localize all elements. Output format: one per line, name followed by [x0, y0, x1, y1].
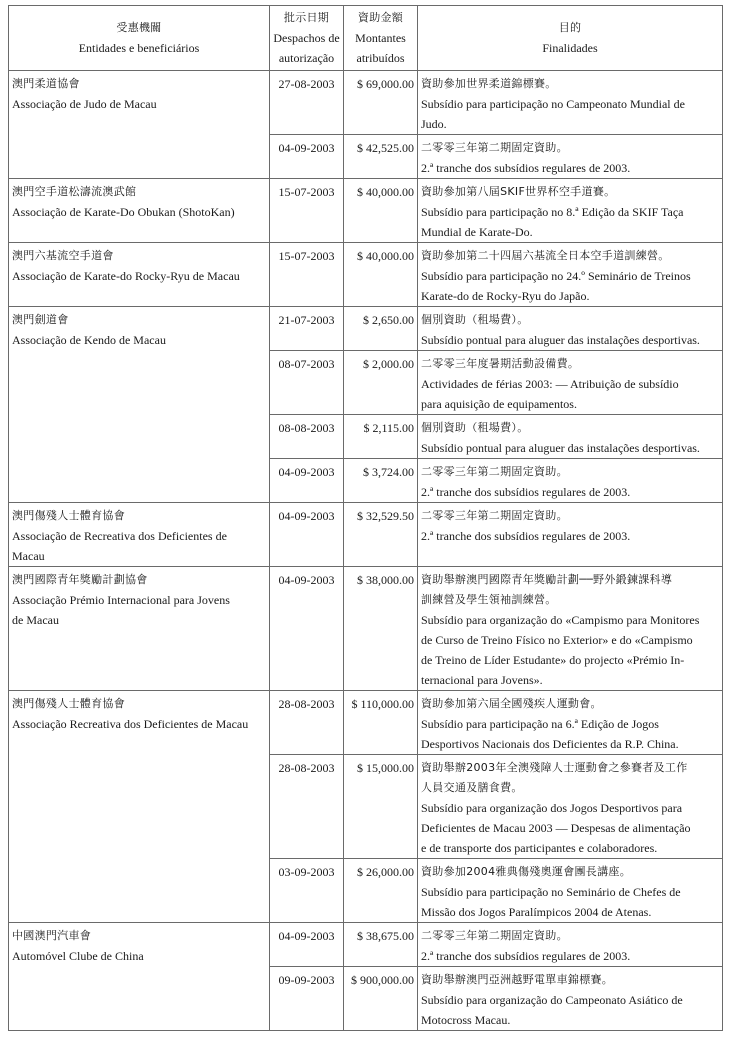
entity-cell — [9, 307, 270, 503]
table-body — [9, 71, 723, 1031]
entity-name-pt: Automóvel Clube de China — [12, 949, 144, 963]
amount-value: $ 69,000.00 — [344, 71, 418, 135]
entity-name-pt: Associação de Karate-Do Obukan (ShotoKan) — [12, 205, 235, 219]
amount-value: $ 2,115.00 — [344, 415, 418, 459]
amount-value: $ 2,650.00 — [344, 307, 418, 351]
finalidade-pt: Subsídio para organização do «Campismo para Monitores — [421, 613, 700, 627]
finalidade-pt: 2.ª tranche dos subsídios regulares de 2003. — [421, 529, 631, 543]
despacho-date: 09-09-2003 — [270, 967, 344, 1031]
finalidade-cell — [418, 567, 723, 691]
finalidade-cell — [418, 923, 723, 967]
table-row — [9, 503, 723, 567]
header-entidades — [9, 6, 270, 71]
entity-name-pt: Associação de Kendo de Macau — [12, 333, 166, 347]
finalidade-cell — [418, 415, 723, 459]
entity-name-pt: Macau — [12, 549, 45, 563]
finalidade-cjk: 資助參加2004雅典傷殘奧運會團長講座。 — [421, 865, 631, 878]
despacho-date: 04-09-2003 — [270, 503, 344, 567]
header-despachos — [270, 6, 344, 71]
finalidade-cjk: 人員交通及膳食費。 — [421, 781, 523, 794]
finalidade-cjk: 二零零三年第二期固定資助。 — [421, 929, 568, 942]
subsidy-table — [8, 5, 723, 1031]
finalidade-cjk: 二零零三年第二期固定資助。 — [421, 141, 568, 154]
amount-value: $ 2,000.00 — [344, 351, 418, 415]
finalidade-cell — [418, 459, 723, 503]
finalidade-cell — [418, 307, 723, 351]
header-montantes — [344, 6, 418, 71]
finalidade-pt: Subsídio para organização dos Jogos Desportivos para — [421, 801, 683, 815]
despacho-date: 03-09-2003 — [270, 859, 344, 923]
entity-name-cjk: 澳門六基流空手道會 — [12, 249, 114, 262]
header-finalidades-pt: Finalidades — [542, 41, 598, 55]
amount-value: $ 38,675.00 — [344, 923, 418, 967]
finalidade-cjk: 二零零三年第二期固定資助。 — [421, 465, 568, 478]
finalidade-pt: Subsídio para organização do Campeonato Asiático de — [421, 993, 683, 1007]
despacho-date: 28-08-2003 — [270, 755, 344, 859]
header-montantes-pt-2: atribuídos — [356, 51, 405, 65]
despacho-date: 04-09-2003 — [270, 567, 344, 691]
finalidade-pt: Subsídio para participação no 24.º Seminário de Treinos — [421, 269, 691, 283]
finalidade-pt: Subsídio para participação no Seminário de Chefes de — [421, 885, 681, 899]
header-despachos-cjk: 批示日期 — [283, 11, 330, 24]
entity-name-pt: Associação de Judo de Macau — [12, 97, 157, 111]
table-row — [9, 179, 723, 243]
entity-name-cjk: 澳門劍道會 — [12, 313, 69, 326]
finalidade-cjk: 個別資助（租場費）。 — [421, 421, 529, 434]
table-row — [9, 691, 723, 755]
finalidade-pt: ternacional para Jovens». — [421, 673, 543, 687]
amount-value: $ 900,000.00 — [344, 967, 418, 1031]
entity-cell — [9, 179, 270, 243]
header-entidades-cjk: 受惠機關 — [116, 21, 162, 34]
finalidade-pt: para aquisição de equipamentos. — [421, 397, 577, 411]
finalidade-pt: Judo. — [421, 117, 447, 131]
finalidade-cjk: 資助舉辦澳門亞洲越野電單車錦標賽。 — [421, 973, 614, 986]
finalidade-cjk: 資助參加第八屆SKIF世界杯空手道賽。 — [421, 185, 616, 198]
amount-value: $ 15,000.00 — [344, 755, 418, 859]
despacho-date: 08-07-2003 — [270, 351, 344, 415]
finalidade-cjk: 資助參加第二十四屆六基流全日本空手道訓練營。 — [421, 249, 670, 262]
finalidade-pt: e de transporte dos participantes e colaboradores. — [421, 841, 658, 855]
finalidade-pt: Karate-do de Rocky-Ryu do Japão. — [421, 289, 590, 303]
finalidade-cjk: 二零零三年度暑期活動設備費。 — [421, 357, 580, 370]
despacho-date: 27-08-2003 — [270, 71, 344, 135]
entity-name-cjk: 中國澳門汽車會 — [12, 929, 92, 942]
finalidade-pt: 2.ª tranche dos subsídios regulares de 2003. — [421, 161, 631, 175]
despacho-date: 28-08-2003 — [270, 691, 344, 755]
finalidade-pt: 2.ª tranche dos subsídios regulares de 2003. — [421, 949, 631, 963]
entity-name-cjk: 澳門傷殘人士體育協會 — [12, 509, 125, 522]
entity-name-cjk: 澳門空手道松濤流澳武館 — [12, 185, 137, 198]
header-entidades-pt: Entidades e beneficiários — [78, 41, 200, 55]
finalidade-pt: Subsídio para participação no Campeonato Mundial de — [421, 97, 685, 111]
amount-value: $ 40,000.00 — [344, 243, 418, 307]
finalidade-cjk: 資助參加第六屆全國殘疾人運動會。 — [421, 697, 602, 710]
finalidade-cell — [418, 71, 723, 135]
finalidade-pt: Subsídio para participação na 6.ª Edição de Jogos — [421, 717, 659, 731]
table-row — [9, 243, 723, 307]
finalidade-pt: Subsídio pontual para aluguer das instalações desportivas. — [421, 333, 700, 347]
entity-cell — [9, 71, 270, 179]
finalidade-cell — [418, 859, 723, 923]
finalidade-cjk: 訓練營及學生領袖訓練營。 — [421, 593, 557, 606]
finalidade-cjk: 資助舉辦澳門國際青年獎勵計劃──野外鍛鍊課科導 — [421, 573, 673, 586]
entity-cell — [9, 503, 270, 567]
despacho-date: 15-07-2003 — [270, 243, 344, 307]
header-montantes-cjk: 資助金額 — [357, 11, 404, 24]
finalidade-cjk: 個別資助（租場費）。 — [421, 313, 529, 326]
header-despachos-pt-1: Despachos de — [273, 31, 340, 45]
despacho-date: 08-08-2003 — [270, 415, 344, 459]
finalidade-pt: Missão dos Jogos Paralímpicos 2004 de Atenas. — [421, 905, 652, 919]
finalidade-pt: de Treino de Líder Estudante» do projecto «Prémio In- — [421, 653, 685, 667]
entity-cell — [9, 243, 270, 307]
finalidade-pt: Actividades de férias 2003: — Atribuição de subsídio — [421, 377, 679, 391]
entity-cell — [9, 691, 270, 923]
header-finalidades-cjk: 目的 — [558, 21, 582, 34]
finalidade-cjk: 資助參加世界柔道錦標賽。 — [421, 77, 557, 90]
finalidade-pt: Desportivos Nacionais dos Deficientes da R.P. China. — [421, 737, 679, 751]
finalidade-cell — [418, 135, 723, 179]
entity-name-pt: Associação de Recreativa dos Deficientes de — [12, 529, 227, 543]
despacho-date: 04-09-2003 — [270, 923, 344, 967]
finalidade-cell — [418, 967, 723, 1031]
despacho-date: 04-09-2003 — [270, 135, 344, 179]
finalidade-pt: Mundial de Karate-Do. — [421, 225, 533, 239]
entity-name-pt: Associação Recreativa dos Deficientes de Macau — [12, 717, 249, 731]
amount-value: $ 26,000.00 — [344, 859, 418, 923]
despacho-date: 21-07-2003 — [270, 307, 344, 351]
table-row — [9, 923, 723, 967]
header-despachos-pt-2: autorização — [278, 51, 335, 65]
finalidade-cell — [418, 351, 723, 415]
finalidade-cell — [418, 503, 723, 567]
finalidade-pt: de Curso de Treino Físico no Exterior» e do «Campismo — [421, 633, 693, 647]
amount-value: $ 38,000.00 — [344, 567, 418, 691]
amount-value: $ 40,000.00 — [344, 179, 418, 243]
finalidade-cjk: 二零零三年第二期固定資助。 — [421, 509, 568, 522]
finalidade-cell — [418, 691, 723, 755]
amount-value: $ 32,529.50 — [344, 503, 418, 567]
table-row — [9, 567, 723, 691]
entity-name-pt: de Macau — [12, 613, 59, 627]
finalidade-pt: Subsídio para participação no 8.ª Edição da SKIF Taça — [421, 205, 684, 219]
table-row — [9, 71, 723, 135]
entity-name-cjk: 澳門傷殘人士體育協會 — [12, 697, 125, 710]
header-montantes-pt-1: Montantes — [355, 31, 406, 45]
amount-value: $ 110,000.00 — [344, 691, 418, 755]
entity-cell — [9, 567, 270, 691]
entity-cell — [9, 923, 270, 1031]
entity-name-pt: Associação de Karate-do Rocky-Ryu de Macau — [12, 269, 240, 283]
finalidade-cjk: 資助舉辦2003年全澳殘障人士運動會之參賽者及工作 — [421, 761, 688, 774]
entity-name-pt: Associação Prémio Internacional para Jovens — [12, 593, 230, 607]
entity-name-cjk: 澳門柔道協會 — [12, 77, 80, 90]
finalidade-pt: Deficientes de Macau 2003 — Despesas de alimentação — [421, 821, 691, 835]
finalidade-pt: 2.ª tranche dos subsídios regulares de 2003. — [421, 485, 631, 499]
finalidade-cell — [418, 755, 723, 859]
finalidade-cell — [418, 179, 723, 243]
despacho-date: 15-07-2003 — [270, 179, 344, 243]
amount-value: $ 3,724.00 — [344, 459, 418, 503]
despacho-date: 04-09-2003 — [270, 459, 344, 503]
finalidade-cell — [418, 243, 723, 307]
header-finalidades — [418, 6, 723, 71]
entity-name-cjk: 澳門國際青年獎勵計劃協會 — [12, 573, 148, 586]
table-row — [9, 307, 723, 351]
amount-value: $ 42,525.00 — [344, 135, 418, 179]
finalidade-pt: Motocross Macau. — [421, 1013, 511, 1027]
header-row — [9, 6, 723, 71]
finalidade-pt: Subsídio pontual para aluguer das instalações desportivas. — [421, 441, 700, 455]
